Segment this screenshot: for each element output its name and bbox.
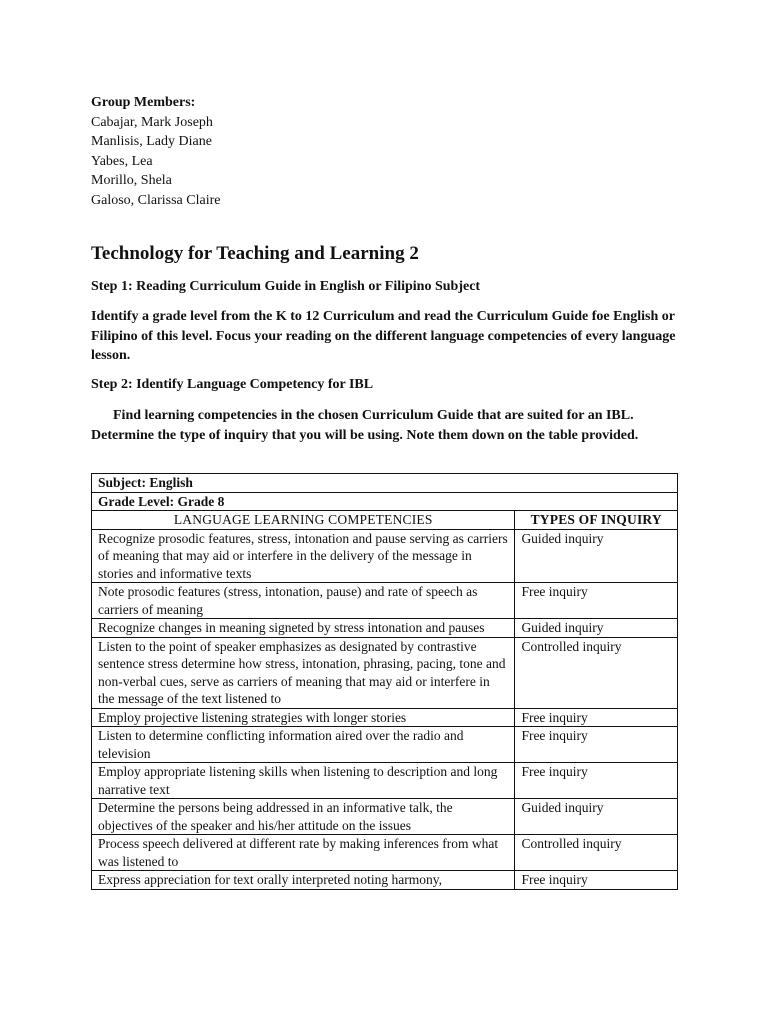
inquiry-cell: Free inquiry — [515, 727, 678, 763]
competency-cell: Employ appropriate listening skills when listening to description and long narrative text — [92, 763, 515, 799]
competency-cell: Listen to the point of speaker emphasizes as designated by contrastive sentence stress determine how stress, intonation, phrasing, pacing, tone and non-verbal cues, serve as carriers of meaning that may aid or interfere in the message of the text listened to — [92, 637, 515, 708]
step1-body: Identify a grade level from the K to 12 Curriculum and read the Curriculum Guide foe English or Filipino of this level. Focus your reading on the different language competencies of every language lesson. — [91, 309, 676, 363]
competency-cell: Determine the persons being addressed in an informative talk, the objectives of the speaker and his/her attitude on the issues — [92, 799, 515, 835]
table-row — [92, 619, 678, 638]
member-name: Manlisis, Lady Diane — [91, 134, 212, 149]
inquiry-cell: Free inquiry — [515, 763, 678, 799]
group-members-heading: Group Members: — [91, 95, 196, 110]
table-row — [92, 727, 678, 763]
competency-cell: Recognize prosodic features, stress, intonation and pause serving as carriers of meaning that may aid or interfere in the delivery of the message in stories and informative texts — [92, 529, 515, 583]
competency-cell: Employ projective listening strategies with longer stories — [92, 708, 515, 727]
step2-body: Find learning competencies in the chosen Curriculum Guide that are suited for an IBL. Determine the type of inquiry that you will be using. Note them down on the table provided. — [91, 408, 639, 443]
document-title: Technology for Teaching and Learning 2 — [91, 243, 419, 264]
member-name: Morillo, Shela — [91, 173, 172, 188]
step1-heading: Step 1: Reading Curriculum Guide in English or Filipino Subject — [91, 279, 481, 294]
inquiry-cell: Controlled inquiry — [515, 637, 678, 708]
column-header-competencies: LANGUAGE LEARNING COMPETENCIES — [92, 511, 515, 530]
table-row — [92, 871, 678, 890]
competency-table — [91, 473, 678, 890]
table-row — [92, 763, 678, 799]
column-header-inquiry: TYPES OF INQUIRY — [515, 511, 678, 530]
competency-cell — [92, 871, 515, 890]
table-row — [92, 799, 678, 835]
competency-cell: Listen to determine conflicting information aired over the radio and television — [92, 727, 515, 763]
inquiry-cell: Guided inquiry — [515, 619, 678, 638]
inquiry-cell: Guided inquiry — [515, 799, 678, 835]
step2-heading: Step 2: Identify Language Competency for IBL — [91, 377, 374, 392]
inquiry-cell: Free inquiry — [515, 583, 678, 619]
competency-cell: Process speech delivered at different rate by making inferences from what was listened to — [92, 835, 515, 871]
member-name: Galoso, Clarissa Claire — [91, 192, 221, 208]
inquiry-cell: Controlled inquiry — [515, 835, 678, 871]
table-header-row — [92, 511, 678, 530]
table-row — [92, 708, 678, 727]
inquiry-cell: Free inquiry — [515, 871, 678, 890]
table-row — [92, 529, 678, 583]
member-name: Cabajar, Mark Joseph — [91, 114, 213, 130]
group-members — [91, 93, 220, 210]
grade-level-cell: Grade Level: Grade 8 — [92, 492, 678, 511]
member-name: Yabes, Lea — [91, 153, 153, 169]
table-row — [92, 835, 678, 871]
inquiry-cell: Guided inquiry — [515, 529, 678, 583]
table-row — [92, 637, 678, 708]
inquiry-cell: Free inquiry — [515, 708, 678, 727]
subject-cell: Subject: English — [92, 474, 678, 493]
competency-cell: Note prosodic features (stress, intonation, pause) and rate of speech as carriers of meaning — [92, 583, 515, 619]
table-row — [92, 583, 678, 619]
competency-cell: Recognize changes in meaning signeted by stress intonation and pauses — [92, 619, 515, 638]
competency-text: Express appreciation for text orally interpreted noting harmony, — [98, 872, 443, 887]
